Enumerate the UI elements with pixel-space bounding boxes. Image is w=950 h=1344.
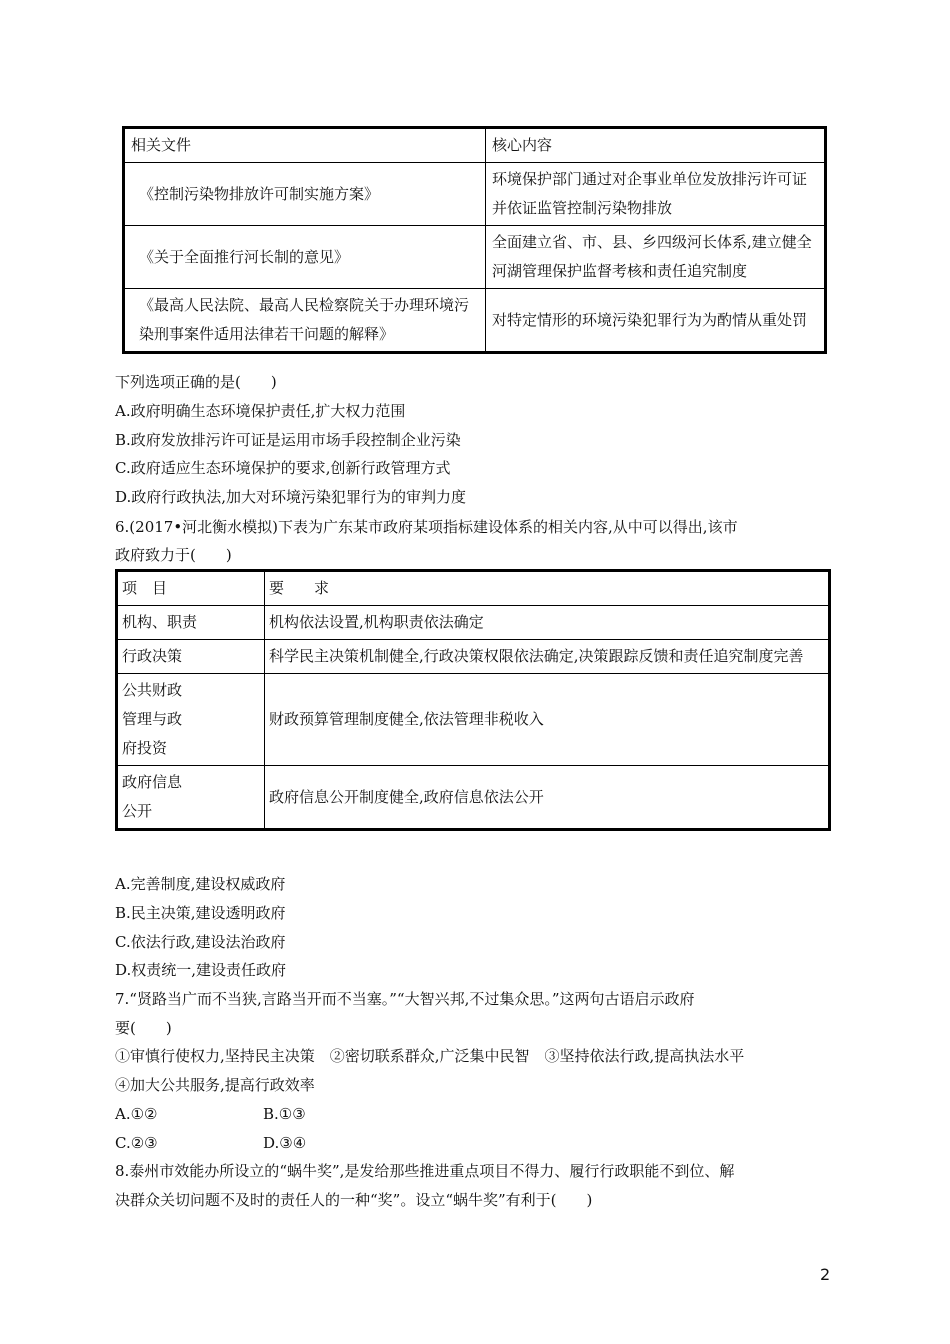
content-cell: 对特定情形的环境污染犯罪行为为酌情从重处罚 [486,289,826,353]
table-row [124,226,826,289]
header-cell: 核心内容 [486,128,826,163]
table-header-row [124,128,826,163]
table-row [117,640,830,674]
document-cell: 《控制污染物排放许可制实施方案》 [124,163,486,226]
q6-option-a: A.完善制度,建设权威政府 [115,875,286,893]
item-cell [117,674,265,766]
content-cell: 全面建立省、市、县、乡四级河长体系,建立健全河湖管理保护监督考核和责任追究制度 [486,226,826,289]
q6-option-d: D.权责统一,建设责任政府 [115,961,287,979]
table-row [124,163,826,226]
q6-option-c: C.依法行政,建设法治政府 [115,933,286,951]
item-text: 公共财政管理与政府投资 [122,681,183,757]
table-row [117,674,830,766]
item-cell: 机构、职责 [117,606,265,640]
q7-option-c: C.②③ [115,1134,158,1152]
q7-stem-line1: 7.“贤路当广而不当狭,言路当开而不当塞。”“大智兴邦,不过集众思。”这两句古语启示政府 [115,990,695,1008]
table-row [124,289,826,353]
documents-table [122,126,827,354]
q5-option-a: A.政府明确生态环境保护责任,扩大权力范围 [115,402,406,420]
header-cell: 相关文件 [124,128,486,163]
q7-option-a: A.①② [115,1105,158,1123]
q7-option-d: D.③④ [263,1134,307,1152]
table-row [117,766,830,830]
q5-option-d: D.政府行政执法,加大对环境污染犯罪行为的审判力度 [115,488,467,506]
q6-stem-line2: 政府致力于( ) [115,546,232,564]
q7-items-line1: ①审慎行使权力,坚持民主决策 ②密切联系群众,广泛集中民智 ③坚持依法行政,提高执法水平 [115,1047,745,1065]
q5-stem: 下列选项正确的是( ) [115,373,277,391]
q7-items-line2: ④加大公共服务,提高行政效率 [115,1076,315,1094]
q6-option-b: B.民主决策,建设透明政府 [115,904,286,922]
requirement-cell: 机构依法设置,机构职责依法确定 [265,606,830,640]
item-cell [117,766,265,830]
q6-stem-line1: 6.(2017•河北衡水模拟)下表为广东某市政府某项指标建设体系的相关内容,从中可以得出,该市 [115,518,738,536]
requirement-cell: 科学民主决策机制健全,行政决策权限依法确定,决策跟踪反馈和责任追究制度完善 [265,640,830,674]
requirement-cell: 政府信息公开制度健全,政府信息依法公开 [265,766,830,830]
q7-option-b: B.①③ [263,1105,306,1123]
header-cell: 要 求 [265,571,830,606]
requirement-cell: 财政预算管理制度健全,依法管理非税收入 [265,674,830,766]
table-header-row [117,571,830,606]
table-row [117,606,830,640]
q7-options-row2 [115,1132,515,1154]
document-cell: 《关于全面推行河长制的意见》 [124,226,486,289]
q7-options-row1 [115,1103,515,1125]
content-cell: 环境保护部门通过对企事业单位发放排污许可证并依证监管控制污染物排放 [486,163,826,226]
page-number: 2 [820,1265,831,1284]
item-cell: 行政决策 [117,640,265,674]
q7-stem-line2: 要( ) [115,1019,172,1037]
q8-stem-line1: 8.泰州市效能办所设立的“蜗牛奖”,是发给那些推进重点项目不得力、履行行政职能不到位、解 [115,1162,735,1180]
q5-option-c: C.政府适应生态环境保护的要求,创新行政管理方式 [115,459,451,477]
q5-option-b: B.政府发放排污许可证是运用市场手段控制企业污染 [115,431,461,449]
item-text: 政府信息公开 [122,773,183,820]
document-cell: 《最高人民法院、最高人民检察院关于办理环境污染刑事案件适用法律若干问题的解释》 [124,289,486,353]
header-cell: 项 目 [117,571,265,606]
q8-stem-line2: 决群众关切问题不及时的责任人的一种“奖”。设立“蜗牛奖”有利于( ) [115,1191,593,1209]
indicators-table [115,569,831,831]
